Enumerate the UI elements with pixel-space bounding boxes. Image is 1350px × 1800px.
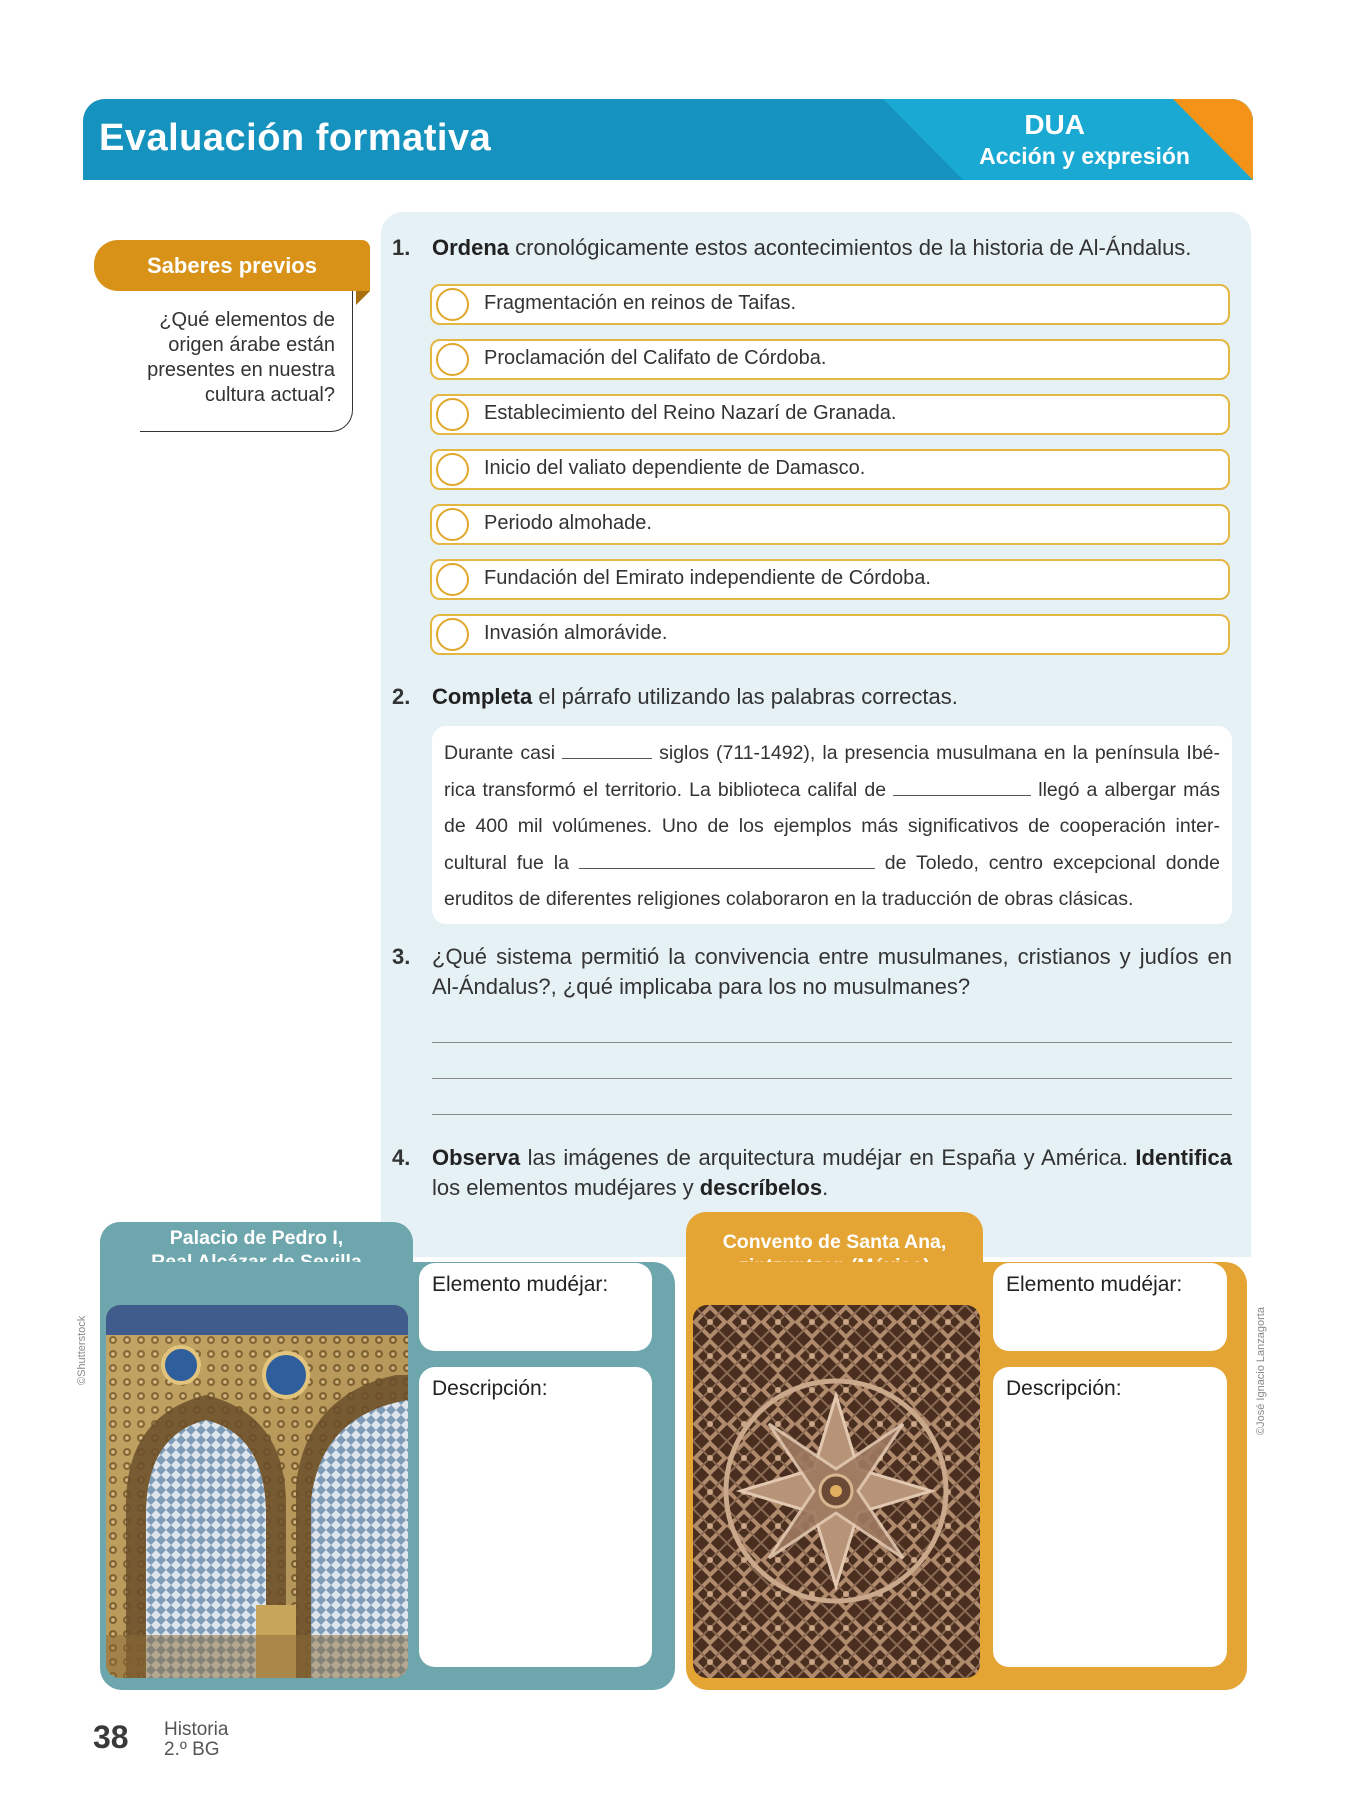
question-verb: Observa	[432, 1145, 521, 1170]
card-title-line: Palacio de Pedro I,	[169, 1227, 344, 1249]
photo-credit-2: ©José Ignacio Lanzagorta	[1255, 1307, 1267, 1435]
order-circle-input[interactable]	[436, 563, 469, 596]
saberes-previos-question: ¿Qué elementos de origen árabe están presentes en nuestra cultura actual?	[147, 309, 335, 406]
saberes-tab-fold	[356, 291, 370, 305]
event-label: Fundación del Emirato independiente de Córdoba.	[484, 567, 931, 589]
answer-line[interactable]	[432, 1042, 1232, 1043]
event-item	[430, 614, 1230, 655]
answer-line[interactable]	[432, 1078, 1232, 1079]
question-text: las imágenes de arquitectura mudéjar en España y América.	[520, 1145, 1136, 1170]
alcazar-arches-image	[106, 1305, 408, 1678]
blank-centuries[interactable]	[562, 738, 652, 759]
convento-santa-ana-photo	[693, 1305, 980, 1678]
order-circle-input[interactable]	[436, 398, 469, 431]
question-2	[392, 682, 958, 712]
page-title: Evaluación formativa	[99, 117, 492, 159]
element-mudejar-box-2[interactable]	[993, 1263, 1227, 1351]
description-label: Descripción:	[432, 1377, 548, 1400]
answer-line[interactable]	[432, 1114, 1232, 1115]
question-text: cronológicamente estos acontecimientos de la historia de Al-Ándalus.	[509, 235, 1192, 260]
event-item	[430, 394, 1230, 435]
event-item	[430, 339, 1230, 380]
description-box-2[interactable]	[993, 1367, 1227, 1667]
question-verb: Identifica	[1135, 1145, 1232, 1170]
event-item	[430, 449, 1230, 490]
question-verb: Ordena	[432, 235, 510, 260]
element-mudejar-label: Elemento mudéjar:	[432, 1273, 609, 1296]
subject-name: Historia	[164, 1719, 229, 1740]
question-number: 1.	[392, 235, 411, 260]
photo-credit-1: ©Shutterstock	[76, 1315, 88, 1385]
dua-subtitle: Acción y expresión	[979, 143, 1190, 169]
question-verb: Completa	[432, 684, 533, 709]
alcazar-sevilla-photo	[106, 1305, 408, 1678]
paragraph-text: llegó a albergar más de 400 mil volúmenes. Uno de los ejemplos más significativos de cooperación inter-cultural fue la	[444, 778, 1220, 874]
event-label: Periodo almohade.	[484, 512, 652, 534]
question-number: 4.	[392, 1145, 411, 1170]
question-text: .	[822, 1175, 829, 1200]
order-circle-input[interactable]	[436, 508, 469, 541]
event-item	[430, 284, 1230, 325]
event-label: Fragmentación en reinos de Taifas.	[484, 292, 797, 314]
order-circle-input[interactable]	[436, 618, 469, 651]
order-circle-input[interactable]	[436, 343, 469, 376]
paragraph-text: de Toledo, centro excepcional donde eruditos de diferentes religiones colaboraron en la traducción de obras clásicas.	[444, 851, 1220, 910]
blank-library-city[interactable]	[893, 775, 1031, 796]
course-level: 2.º BG	[164, 1739, 220, 1760]
footer-subject	[164, 1720, 228, 1760]
event-label: Inicio del valiato dependiente de Damasco.	[484, 457, 866, 479]
question-3-text: ¿Qué sistema permitió la convivencia entre musulmanes, cristianos y judíos en Al-Ándalus?, ¿qué implicaba para los no musulmanes?	[432, 944, 1232, 999]
description-label: Descripción:	[1006, 1377, 1122, 1400]
event-item	[430, 504, 1230, 545]
paragraph-text: Durante casi	[444, 742, 563, 764]
paragraph-text: siglos (711-1492), la presencia musulmana en la península Ibé-rica transformó el territorio. La biblioteca califal de	[444, 742, 1221, 801]
wooden-ceiling-image	[693, 1305, 980, 1678]
order-circle-input[interactable]	[436, 288, 469, 321]
question-verb: descríbelos	[699, 1175, 823, 1200]
question-text: el párrafo utilizando las palabras correctas.	[532, 684, 958, 709]
question-number: 2.	[392, 684, 411, 709]
question-4-number	[392, 1143, 432, 1173]
saberes-previos-tab: Saberes previos	[94, 240, 370, 291]
fill-in-paragraph	[432, 726, 1232, 924]
question-1	[392, 233, 1191, 263]
event-label: Proclamación del Califato de Córdoba.	[484, 347, 827, 369]
event-label: Establecimiento del Reino Nazarí de Granada.	[484, 402, 897, 424]
page-number: 38	[93, 1719, 129, 1755]
event-item	[430, 559, 1230, 600]
order-circle-input[interactable]	[436, 453, 469, 486]
section-header	[83, 99, 1253, 180]
question-3-number	[392, 942, 432, 972]
element-mudejar-box-1[interactable]	[419, 1263, 652, 1351]
card-title-line: Convento de Santa Ana,	[722, 1231, 947, 1253]
question-4-text	[432, 1143, 1232, 1203]
dua-title: DUA	[1024, 109, 1085, 140]
question-text: los elementos mudéjares y	[432, 1175, 700, 1200]
blank-translation-school[interactable]	[579, 848, 875, 869]
question-number: 3.	[392, 944, 411, 969]
event-label: Invasión almorávide.	[484, 622, 668, 644]
element-mudejar-label: Elemento mudéjar:	[1006, 1273, 1183, 1296]
description-box-1[interactable]	[419, 1367, 652, 1667]
